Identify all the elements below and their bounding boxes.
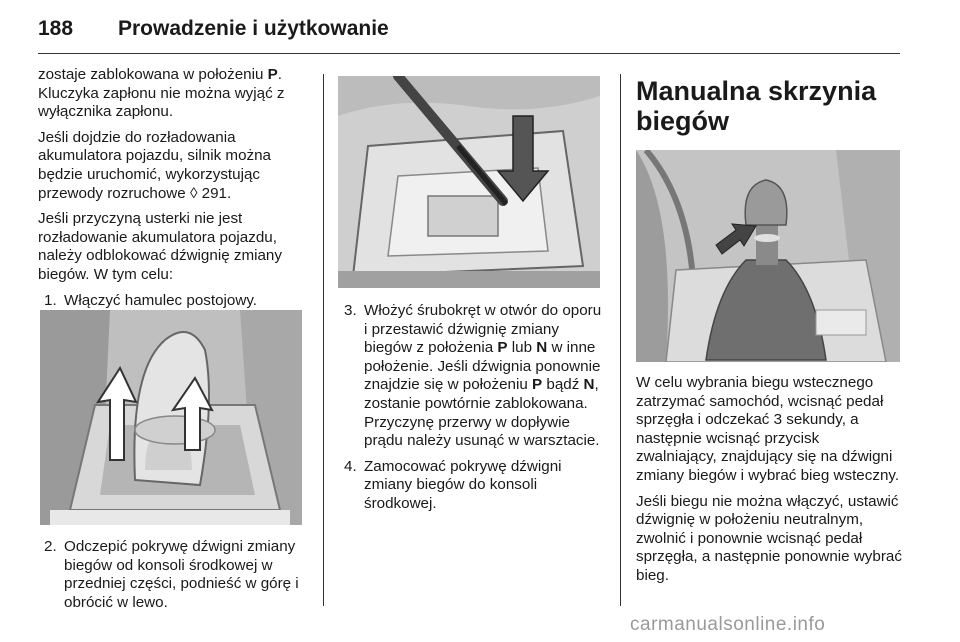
column-divider-right [620,74,621,606]
manual-gear-lever-image [636,150,900,362]
column-middle [338,302,606,521]
paragraph-lock-position: zostaje zablokowana w położeniu P. Kluczyka zapłonu nie można wyjąć z wyłącznika zapłonu. [38,66,285,121]
header-divider [38,53,900,54]
paragraph-reverse-gear: W celu wybrania biegu wstecznego zatrzymać samochód, wcisnąć pedał sprzęgła i odczekać 3 sekundy, a następnie wcisnąć przycisk zwalniający, znajdujący się na dźwigni zmiany biegów i wybrać bieg wsteczny. [636,374,900,484]
step-2: 2. Odczepić pokrywę dźwigni zmiany biegów od konsoli środkowej w przedniej części, podnieść w górę i obrócić w lewo. [44,538,299,611]
page-header [38,14,900,44]
paragraph-unlock: Jeśli przyczyną usterki nie jest rozładowanie akumulatora pojazdu, należy odblokować dźwignię zmiany biegów. W tym celu: [38,210,282,283]
step-1: 1. Włączyć hamulec postojowy. [44,291,258,309]
page-title: Prowadzenie i użytkowanie [118,17,389,40]
step-4: 4. Zamocować pokrywę dźwigni zmiany biegów do konsoli środkowej. [344,457,562,512]
steps-list-middle [338,302,606,514]
column-left-bottom [38,538,316,619]
automatic-selector-lever-image [40,310,302,525]
screwdriver-unlock-image [338,76,600,288]
step-3: 3. Włożyć śrubokręt w otwór do oporu i przestawić dźwignię zmiany biegów z położenia P lub N w inne położenie. Jeśli dźwignia ponownie znajdzie się w położeniu P bądź N, zostanie powtórnie zablokowana. Przyczynę przerwy w dopływie prądu należy usunąć w warsztacie. [344,302,602,450]
paragraph-battery: Jeśli dojdzie do rozładowania akumulatora pojazdu, silnik można będzie uruchomić, wykorzystując przewody rozruchowe ◊ 291. [38,128,271,202]
page-number: 188 [38,17,74,40]
section-title: Manualna skrzynia biegów [636,76,877,136]
steps-list-left-2 [38,538,316,612]
paragraph-gear-retry: Jeśli biegu nie można włączyć, ustawić dźwignię w położeniu neutralnym, zwolnić i ponownie wcisnąć pedał sprzęgła, a następnie ponownie wybrać bieg. [636,492,902,584]
column-left [38,66,316,317]
watermark: carmanualsonline.info [630,614,826,635]
steps-list-left [38,292,316,311]
column-right [636,374,902,593]
column-divider-left [323,74,324,606]
